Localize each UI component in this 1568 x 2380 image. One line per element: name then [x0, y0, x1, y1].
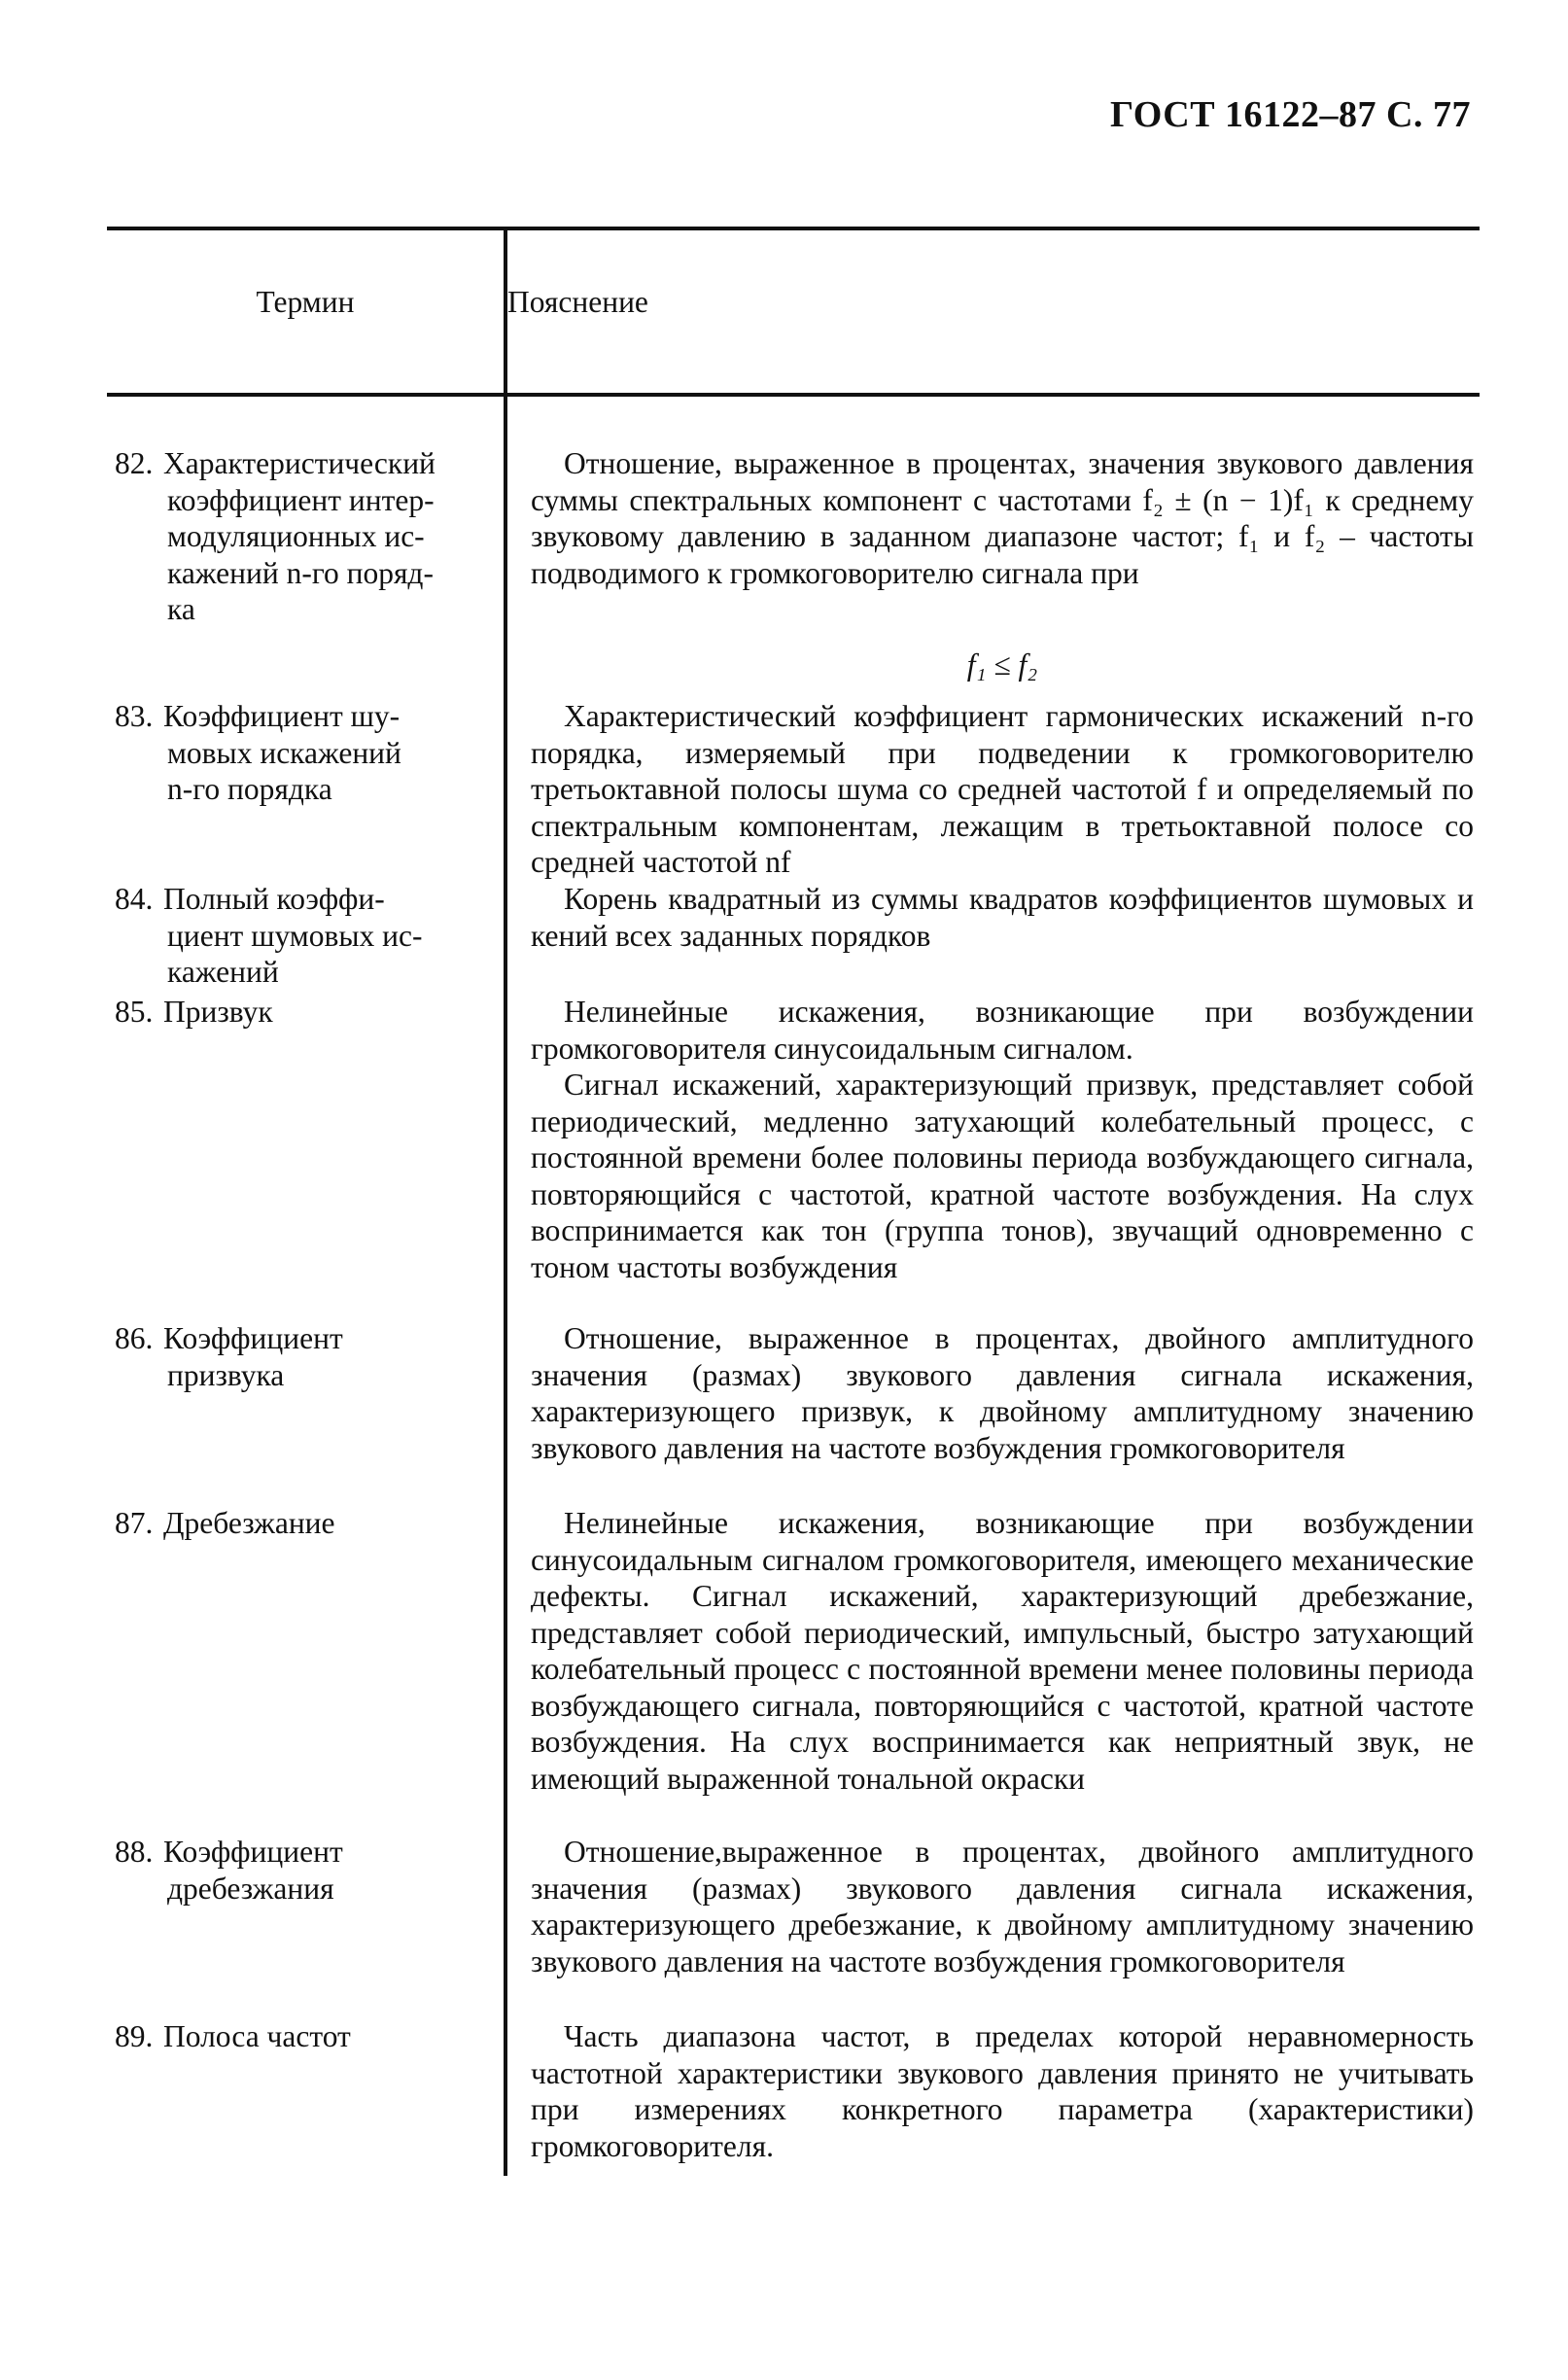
table-top-rule: [107, 227, 1480, 230]
explanation-85: [531, 994, 1474, 1285]
term-number: 89.: [115, 2019, 154, 2053]
term-82: 82. Характеристический коэффициент интер- модуляционных ис- кажений n-го поряд- ка: [115, 446, 436, 626]
term-number: 84.: [115, 882, 154, 916]
term-87: 87. Дребезжание: [115, 1506, 335, 1540]
explanation-88: [531, 1834, 1474, 1979]
column-header-explanation: Пояснение: [507, 285, 648, 319]
explanation-86: [531, 1320, 1474, 1466]
term-number: 83.: [115, 699, 154, 733]
explanation-89: [531, 2018, 1474, 2164]
explanation-paragraph: Отношение, выраженное в процентах, значения звукового давления суммы спектральных компонент с частотами f₂ ± (n − 1)f₁ к среднему звуковому давлению в заданном диапазоне частот; f₁ и f₂ – частоты подводимого к громкоговорителю сигнала при: [531, 446, 1474, 590]
column-header-term: Термин: [256, 285, 355, 319]
term-83: 83. Коэффициент шу- мовых искажений n-го порядка: [115, 699, 401, 806]
formula-82: f₁ ≤ f₂: [966, 648, 1038, 682]
explanation-paragraph: Часть диапазона частот, в пределах которой неравномерность частотной характеристики звукового давления принято не учитывать при измерениях конкретного параметра (характеристики) громкоговорителя.: [531, 2019, 1474, 2163]
term-number: 82.: [115, 446, 154, 480]
explanation-84: [531, 881, 1474, 954]
term-88: 88. Коэффициент дребезжания: [115, 1835, 343, 1906]
explanation-paragraph: Корень квадратный из суммы квадратов коэффициентов шумовых и кений всех заданных порядков: [531, 882, 1474, 953]
table-header-rule: [107, 393, 1480, 397]
term-86: 86. Коэффициент призвука: [115, 1321, 343, 1392]
explanation-paragraph: Отношение,выраженное в процентах, двойного амплитудного значения (размах) звукового давления сигнала искажения, характеризующего дребезжание, к двойному амплитудному значению звукового давления на частоте возбуждения громкоговорителя: [531, 1835, 1474, 1978]
table-column-divider: [504, 227, 507, 2176]
explanation-paragraph: Нелинейные искажения, возникающие при возбуждении громкоговорителя синусоидальным сигналом.: [531, 995, 1474, 1066]
term-89: 89. Полоса частот: [115, 2019, 351, 2053]
page-header: ГОСТ 16122–87 С. 77: [1110, 94, 1471, 135]
explanation-83: [531, 698, 1474, 881]
term-number: 87.: [115, 1506, 154, 1540]
explanation-paragraph: Сигнал искажений, характеризующий призвук, представляет собой периодический, медленно затухающий колебательный процесс, с постоянной времени более половины периода возбуждающего сигнала, повторяющийся с частотой, кратной частоте возбуждения. На слух воспринимается как тон (группа тонов), звучащий одновременно с тоном частоты возбуждения: [531, 1068, 1474, 1284]
term-number: 85.: [115, 995, 154, 1029]
explanation-paragraph: Характеристический коэффициент гармонических искажений n-го порядка, измеряемый при подведении к громкоговорителю третьоктавной полосы шума со средней частотой f и определяемый по спектральным компонентам, лежащим в третьоктавной полосе со средней частотой nf: [531, 699, 1474, 879]
explanation-paragraph: Нелинейные искажения, возникающие при возбуждении синусоидальным сигналом громкоговорителя, имеющего механические дефекты. Сигнал искажений, характеризующий дребезжание, представляет собой периодический, импульсный, быстро затухающий колебательный процесс с постоянной времени менее половины периода возбуждающего сигнала, повторяющийся с частотой, кратной частоте возбуждения. На слух воспринимается как неприятный звук, не имеющий выраженной тональной окраски: [531, 1506, 1474, 1796]
explanation-paragraph: Отношение, выраженное в процентах, двойного амплитудного значения (размах) звукового давления сигнала искажения, характеризующего призвук, к двойному амплитудному значению звукового давления на частоте возбуждения громкоговорителя: [531, 1321, 1474, 1465]
term-85: 85. Призвук: [115, 995, 273, 1029]
explanation-82: [531, 445, 1474, 591]
term-number: 88.: [115, 1835, 154, 1869]
explanation-87: [531, 1505, 1474, 1797]
term-number: 86.: [115, 1321, 154, 1355]
term-84: 84. Полный коэффи- циент шумовых ис- кажений: [115, 882, 423, 989]
